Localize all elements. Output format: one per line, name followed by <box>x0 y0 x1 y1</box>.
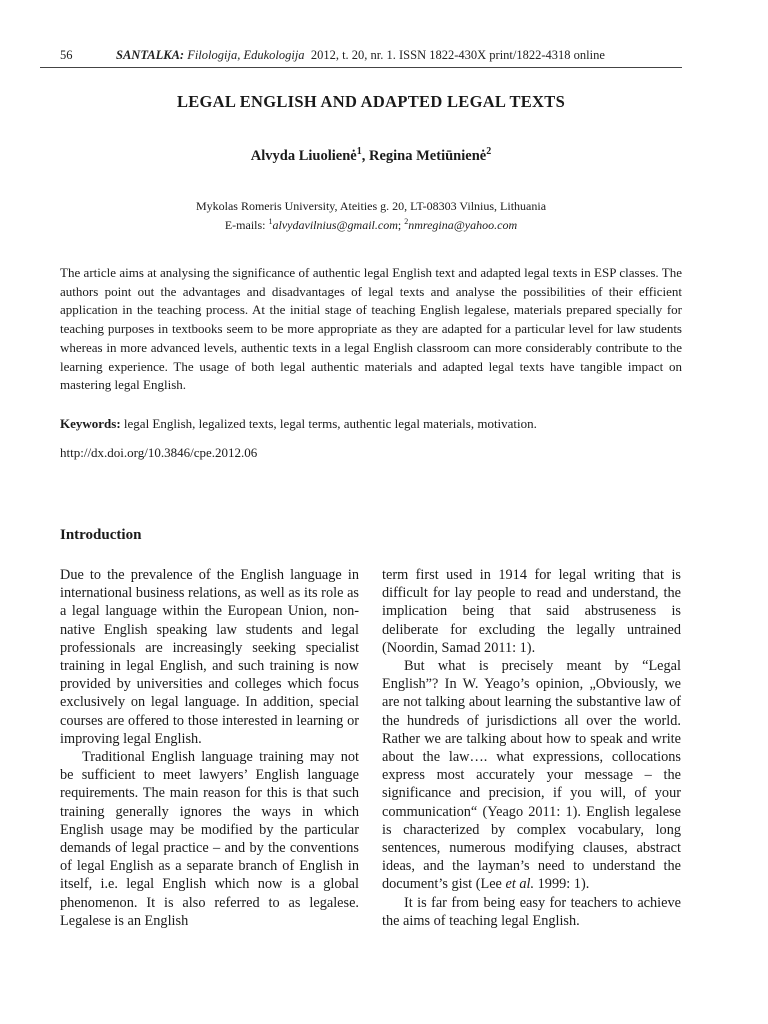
author-1: Alvyda Liuolienė <box>250 147 357 164</box>
author-separator: , <box>361 147 369 164</box>
keywords-label: Keywords: <box>60 416 121 431</box>
emails-label: E-mails: <box>224 218 269 232</box>
email-1-sup: 1 <box>268 217 273 226</box>
header-rule <box>40 67 682 68</box>
running-header <box>60 48 682 68</box>
abstract: The article aims at analysing the significance of authentic legal English text and adapted legal texts in ESP classes. The authors point out the advantages and disadvantages of legal texts and analyse the possibilities of their efficient application in the teaching process. At the initial stage of teaching English legalese, materials prepared specially for teaching purposes in textbooks seem to be more appropriate as they are adapted for a particular level for law students whereas in more advanced levels, authentic texts in a legal English classroom can more considerably contribute to the learning experience. The usage of both legal authentic materials and adapted legal texts have tangible impact on mastering legal English. <box>60 265 682 393</box>
right-paragraph-2 <box>382 657 681 894</box>
right-paragraph-2-italic: et al. <box>505 876 535 893</box>
journal-name: SANTALKA: <box>116 48 185 62</box>
keywords-text: legal English, legalized texts, legal terms, authentic legal materials, motivation. <box>120 416 537 431</box>
email-separator: ; <box>397 218 405 232</box>
left-paragraph-1: Due to the prevalence of the English language in international business relations, as well as its role as a legal language within the European Union, non-native English speaking law students and legal professionals are increasingly seeking specialist training in legal English, and such training is now provided by universities and colleges which focus exclusively on legal language. In addition, special courses are offered to those interested in learning or improving legal English. <box>60 567 359 747</box>
author-2-sup: 2 <box>486 146 492 157</box>
affiliation-address: Mykolas Romeris University, Ateities g. 20, LT-08303 Vilnius, Lithuania <box>195 199 547 213</box>
right-paragraph-3: It is far from being easy for teachers to achieve the aims of teaching legal English. <box>382 894 681 929</box>
author-line <box>60 146 682 165</box>
affiliation <box>60 199 682 233</box>
right-paragraph-1: term first used in 1914 for legal writing that is difficult for lay people to read and understand, the implication being that said abstruseness is deliberate for excluding the legally untrained (Noordin, Samad 2011: 1). <box>382 567 681 656</box>
doi-link[interactable]: http://dx.doi.org/10.3846/cpe.2012.06 <box>60 445 258 460</box>
article-title: LEGAL ENGLISH AND ADAPTED LEGAL TEXTS <box>176 92 566 111</box>
page-number: 56 <box>60 48 73 62</box>
journal-subtitle: Filologija, Edukologija <box>187 48 305 62</box>
email-1[interactable]: alvydavilnius@gmail.com <box>272 218 398 232</box>
right-paragraph-2-text: But what is precisely meant by “Legal English”? In W. Yeago’s opinion, „Obviously, we are not talking about learning the substantive law of the hundreds of jurisdictions all over the world. Rather we are talking about how to speak and write about the law…. what expressions, collocations express most accurately your message – the significance and precision, if you will, of your communication“ (Yeago 2011: 1). English legalese is characterized by complex vocabulary, long sentences, numerous modifying clauses, abstract ideas, and the layman’s need to understand the document’s gist (Lee <box>382 658 681 893</box>
email-2-sup: 2 <box>404 217 409 226</box>
left-column <box>60 566 359 930</box>
keywords <box>60 415 682 433</box>
author-1-sup: 1 <box>356 146 362 157</box>
right-column <box>382 566 681 930</box>
right-paragraph-2-end: 1999: 1). <box>534 876 590 893</box>
left-paragraph-2: Traditional English language training may not be sufficient to meet lawyers’ English language requirements. The main reason for this is that such training generally ignores the ways in which English usage may be modified by the particular demands of legal practice – and by the conventions of legal English as a separate branch of English in itself, i.e. legal English which now is a global phenomenon. It is also referred to as legalese. Legalese is an English <box>60 749 359 929</box>
journal-citation <box>116 48 605 63</box>
email-2[interactable]: nmregina@yahoo.com <box>408 218 518 232</box>
affiliation-emails <box>60 214 682 233</box>
author-2: Regina Metiūnienė <box>369 147 487 164</box>
issue-info: 2012, t. 20, nr. 1. ISSN 1822-430X print/1822-4318 online <box>310 48 605 62</box>
section-heading-introduction: Introduction <box>60 527 142 543</box>
